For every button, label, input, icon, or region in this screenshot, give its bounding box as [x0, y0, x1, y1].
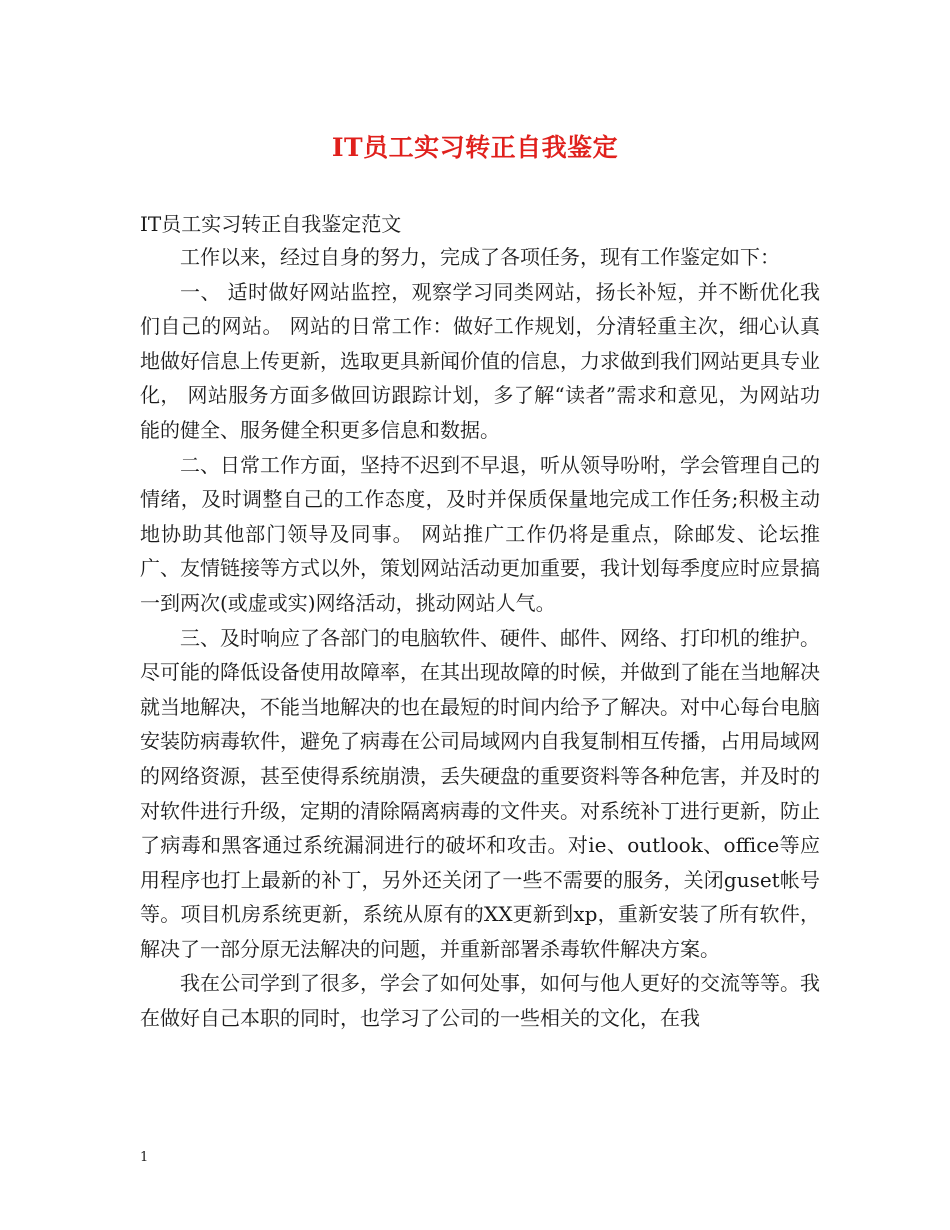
paragraph-section-1: 一、 适时做好网站监控，观察学习同类网站，扬长补短，并不断优化我们自己的网站。 网站的日常工作：做好工作规划，分清轻重主次，细心认真地做好信息上传更新，选取更具新闻价值的信息，力求做到我们网站更具专业化， 网站服务方面多做回访跟踪计划，多了解“读者”需求和意见，为网站功能的健全、服务健全积更多信息和数据。: [140, 279, 820, 442]
paragraph-section-2: 二、日常工作方面，坚持不迟到不早退，听从领导吩咐，学会管理自己的情绪，及时调整自己的工作态度，及时并保质保量地完成工作任务;积极主动地协助其他部门领导及同事。 网站推广工作仍将是重点，除邮发、论坛推广、友情链接等方式以外，策划网站活动更加重要，我计划每季度应时应景搞一到两次(或虚或实)网络活动，挑动网站人气。: [140, 452, 820, 615]
paragraph-section-3: 三、及时响应了各部门的电脑软件、硬件、邮件、网络、打印机的维护。尽可能的降低设备使用故障率，在其出现故障的时候，并做到了能在当地解决就当地解决，不能当地解决的也在最短的时间内给予了解决。对中心每台电脑安装防病毒软件，避免了病毒在公司局域网内自我复制相互传播，占用局域网的网络资源，甚至使得系统崩溃，丢失硬盘的重要资料等各种危害，并及时的对软件进行升级，定期的清除隔离病毒的文件夹。对系统补丁进行更新，防止了病毒和黑客通过系统漏洞进行的破坏和攻击。对ie、outlook、office等应用程序也打上最新的补丁，另外还关闭了一些不需要的服务，关闭guset帐号等。项目机房系统更新，系统从原有的XX更新到xp，重新安装了所有软件，解决了一部分原无法解决的问题，并重新部署杀毒软件解决方案。: [140, 625, 820, 961]
document-body: [140, 240, 820, 1036]
document-subtitle: IT员工实习转正自我鉴定范文: [140, 212, 402, 236]
page-number: 1: [140, 1150, 149, 1165]
paragraph-intro: 工作以来，经过自身的努力，完成了各项任务，现有工作鉴定如下：: [180, 245, 780, 269]
paragraph-closing: 我在公司学到了很多，学会了如何处事，如何与他人更好的交流等等。我在做好自己本职的同时，也学习了公司的一些相关的文化，在我: [140, 971, 820, 1031]
document-title: IT员工实习转正自我鉴定: [331, 133, 619, 162]
